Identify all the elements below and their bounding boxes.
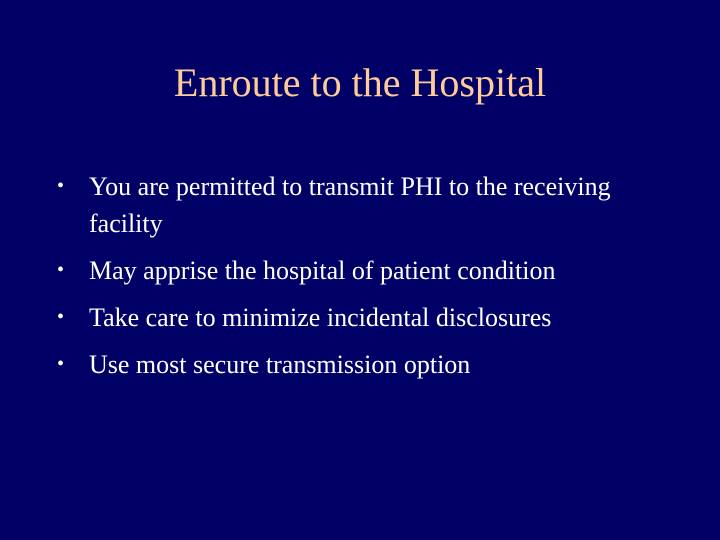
- bullet-text: Use most secure transmission option: [89, 350, 471, 379]
- bullet-text: You are permitted to transmit PHI to the receiving facility: [89, 172, 611, 238]
- bullet-text: Take care to minimize incidental disclosures: [89, 303, 552, 332]
- bullet-item: [57, 346, 677, 383]
- bullet-item: [57, 252, 677, 289]
- slide-title: Enroute to the Hospital: [173, 60, 547, 105]
- bullet-marker: •: [57, 175, 65, 197]
- bullet-item: [57, 299, 677, 336]
- bullet-list: [57, 168, 677, 393]
- bullet-marker: •: [57, 259, 65, 281]
- bullet-marker: •: [57, 353, 65, 375]
- bullet-marker: •: [57, 306, 65, 328]
- bullet-item: [57, 168, 677, 242]
- bullet-text: May apprise the hospital of patient condition: [89, 256, 556, 285]
